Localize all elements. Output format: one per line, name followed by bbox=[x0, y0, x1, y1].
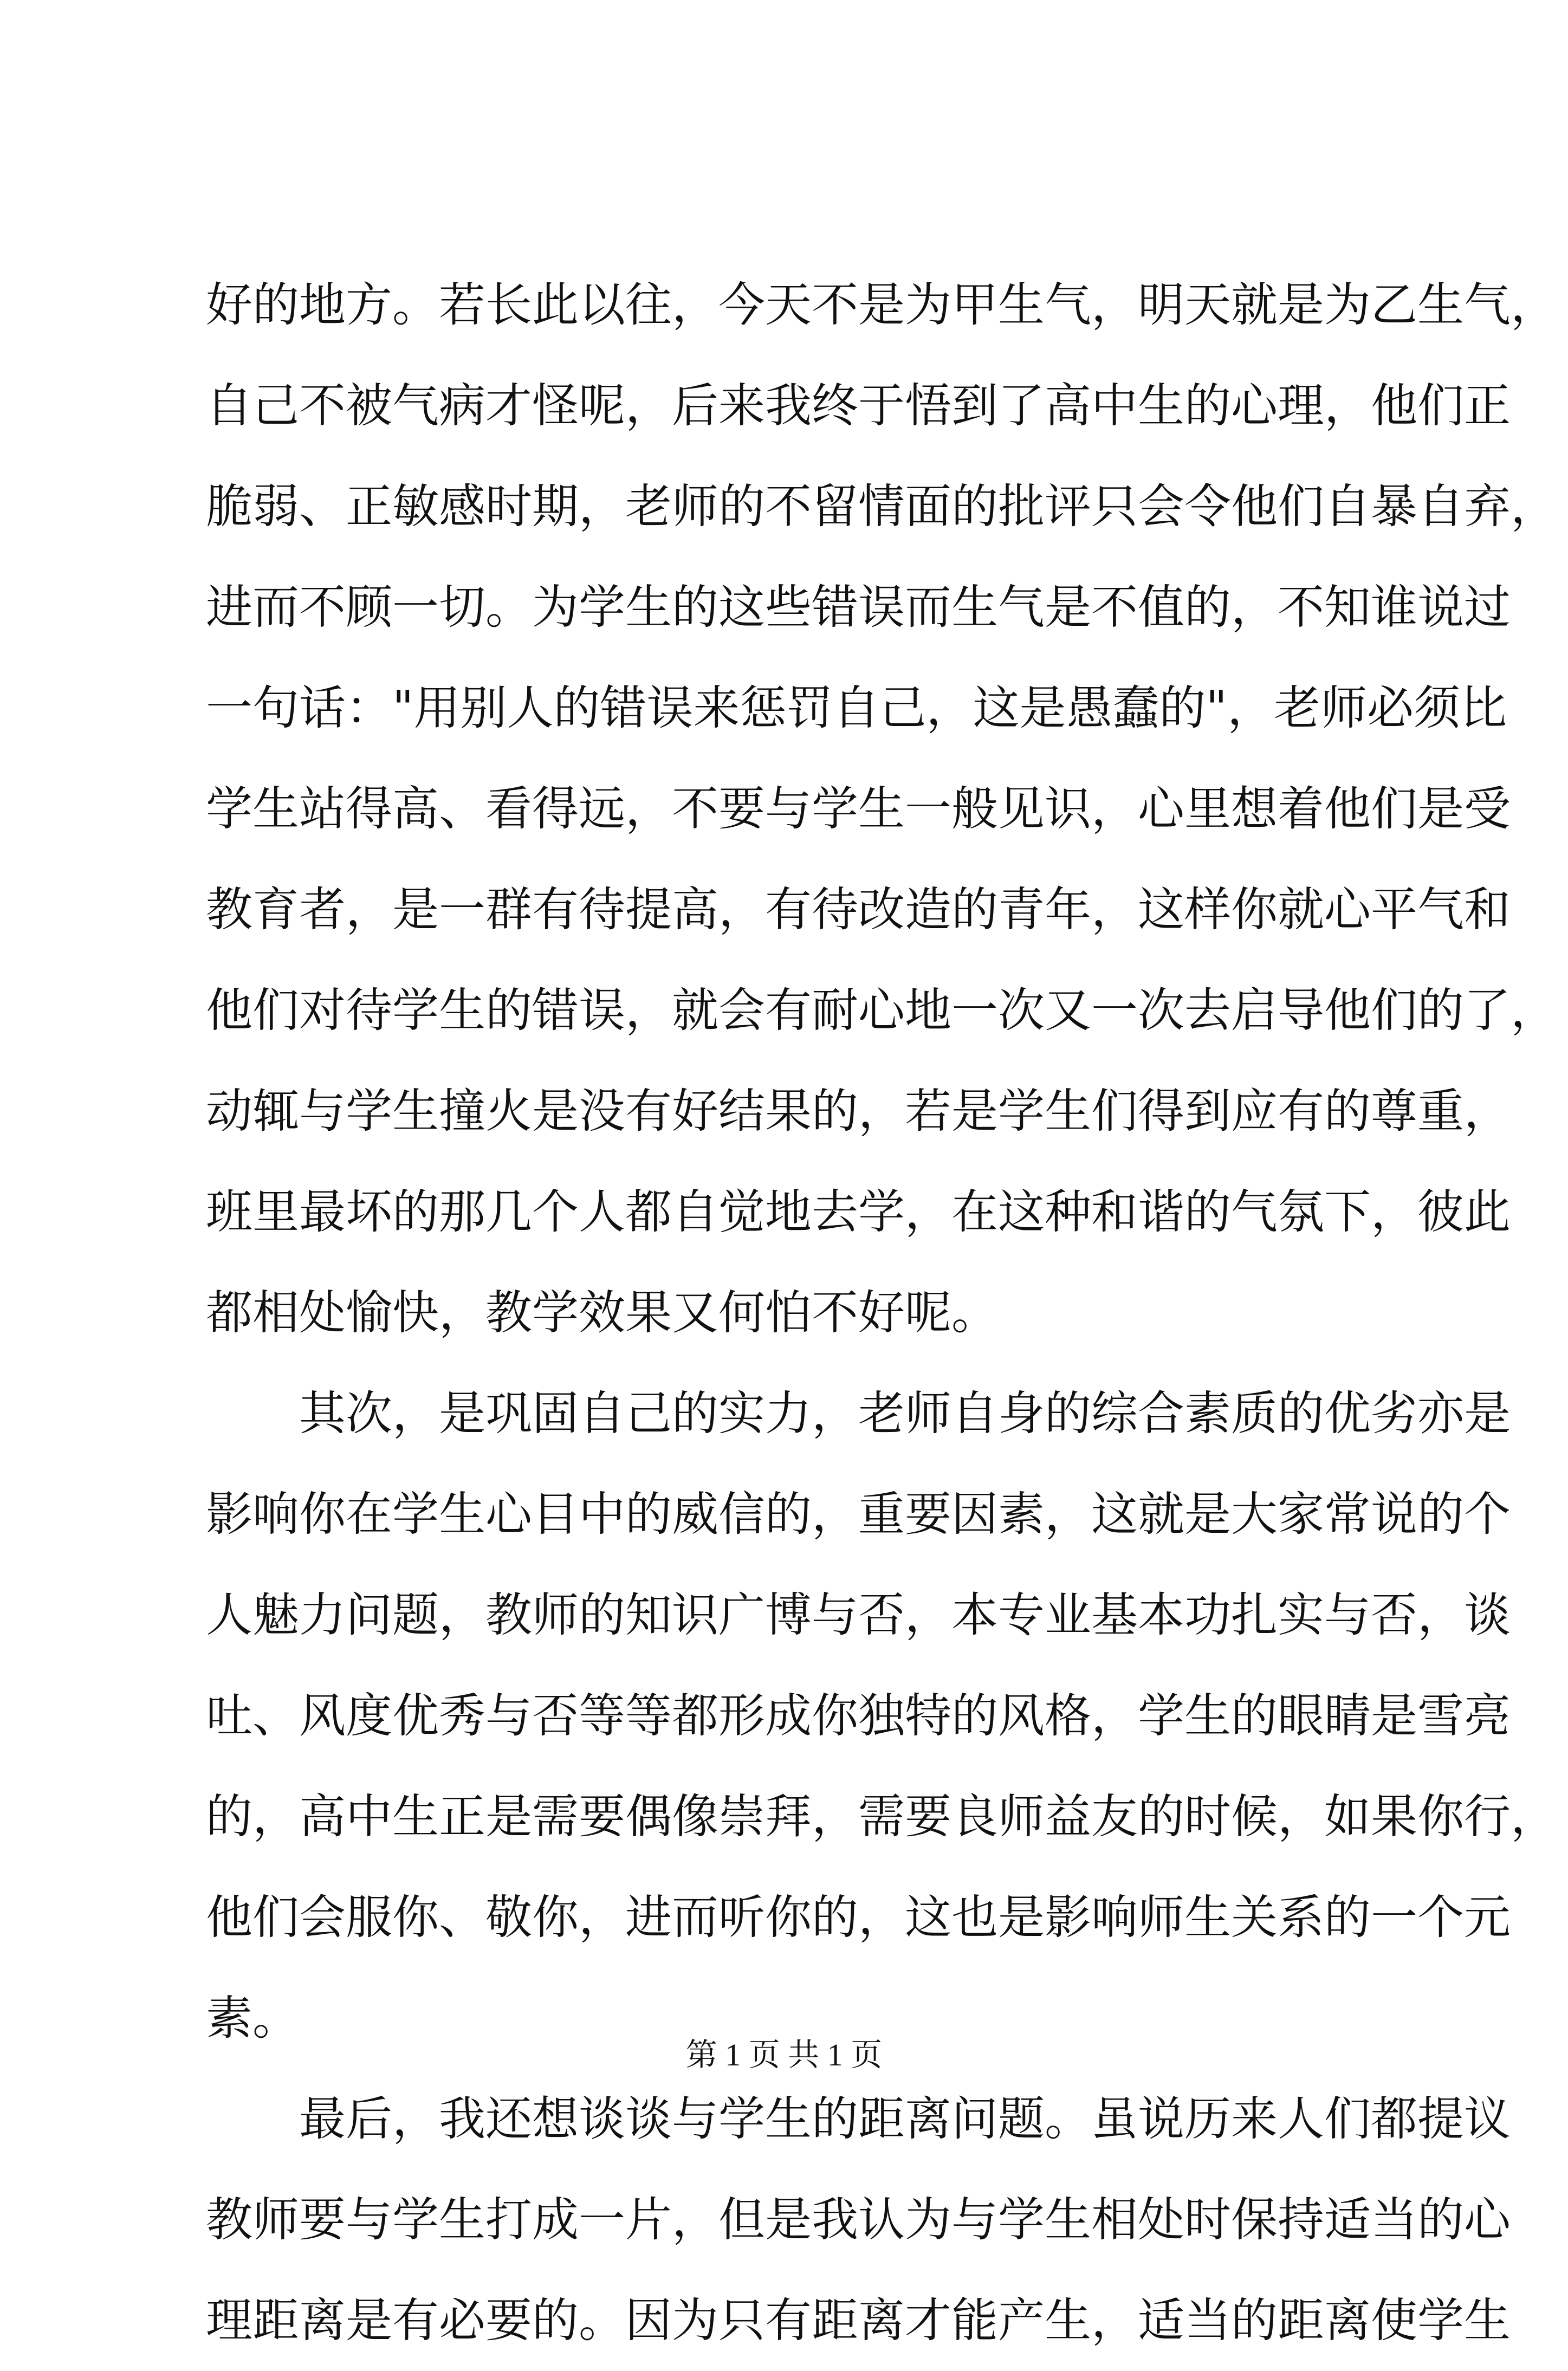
text-line: 自己不被气病才怪呢，后来我终于悟到了高中生的心理，他们正 bbox=[206, 379, 1511, 433]
text-line: 进而不顾一切。为学生的这些错误而生气是不值的，不知谁说过 bbox=[206, 580, 1511, 634]
text-line: 学生站得高、看得远，不要与学生一般见识，心里想着他们是受 bbox=[206, 782, 1511, 836]
text-line: 教师要与学生打成一片，但是我认为与学生相处时保持适当的心 bbox=[206, 2193, 1511, 2247]
text-line: 素。 bbox=[206, 1991, 299, 2045]
page-footer: 第 1 页 共 1 页 bbox=[685, 2037, 883, 2072]
text-line: 吐、风度优秀与否等等都形成你独特的风格，学生的眼睛是雪亮 bbox=[206, 1689, 1511, 1743]
text-line: 一句话："用别人的错误来惩罚自己，这是愚蠢的"，老师必须比 bbox=[206, 681, 1507, 735]
text-line: 好的地方。若长此以往，今天不是为甲生气，明天就是为乙生气， bbox=[206, 278, 1557, 332]
text-line: 教育者，是一群有待提高，有待改造的青年，这样你就心平气和 bbox=[206, 883, 1511, 937]
text-line: 他们对待学生的错误，就会有耐心地一次又一次去启导他们的了， bbox=[206, 983, 1557, 1038]
text-line: 理距离是有必要的。因为只有距离才能产生，适当的距离使学生 bbox=[206, 2294, 1511, 2348]
text-line: 都相处愉快，教学效果又何怕不好呢。 bbox=[206, 1286, 998, 1340]
text-line: 最后，我还想谈谈与学生的距离问题。虽说历来人们都提议 bbox=[206, 2092, 1511, 2146]
text-line: 其次，是巩固自己的实力，老师自身的综合素质的优劣亦是 bbox=[206, 1387, 1511, 1441]
text-line: 脆弱、正敏感时期，老师的不留情面的批评只会令他们自暴自弃， bbox=[206, 480, 1557, 534]
text-line: 人魅力问题，教师的知识广博与否，本专业基本功扎实与否，谈 bbox=[206, 1588, 1511, 1642]
text-line: 班里最坏的那几个人都自觉地去学，在这种和谐的气氛下，彼此 bbox=[206, 1185, 1511, 1239]
text-line: 他们会服你、敬你，进而听你的，这也是影响师生关系的一个元 bbox=[206, 1890, 1511, 1945]
text-line: 动辄与学生撞火是没有好结果的，若是学生们得到应有的尊重， bbox=[206, 1084, 1511, 1138]
text-line: 的，高中生正是需要偶像崇拜，需要良师益友的时候，如果你行， bbox=[206, 1790, 1557, 1844]
text-line: 影响你在学生心目中的威信的，重要因素，这就是大家常说的个 bbox=[206, 1487, 1511, 1541]
